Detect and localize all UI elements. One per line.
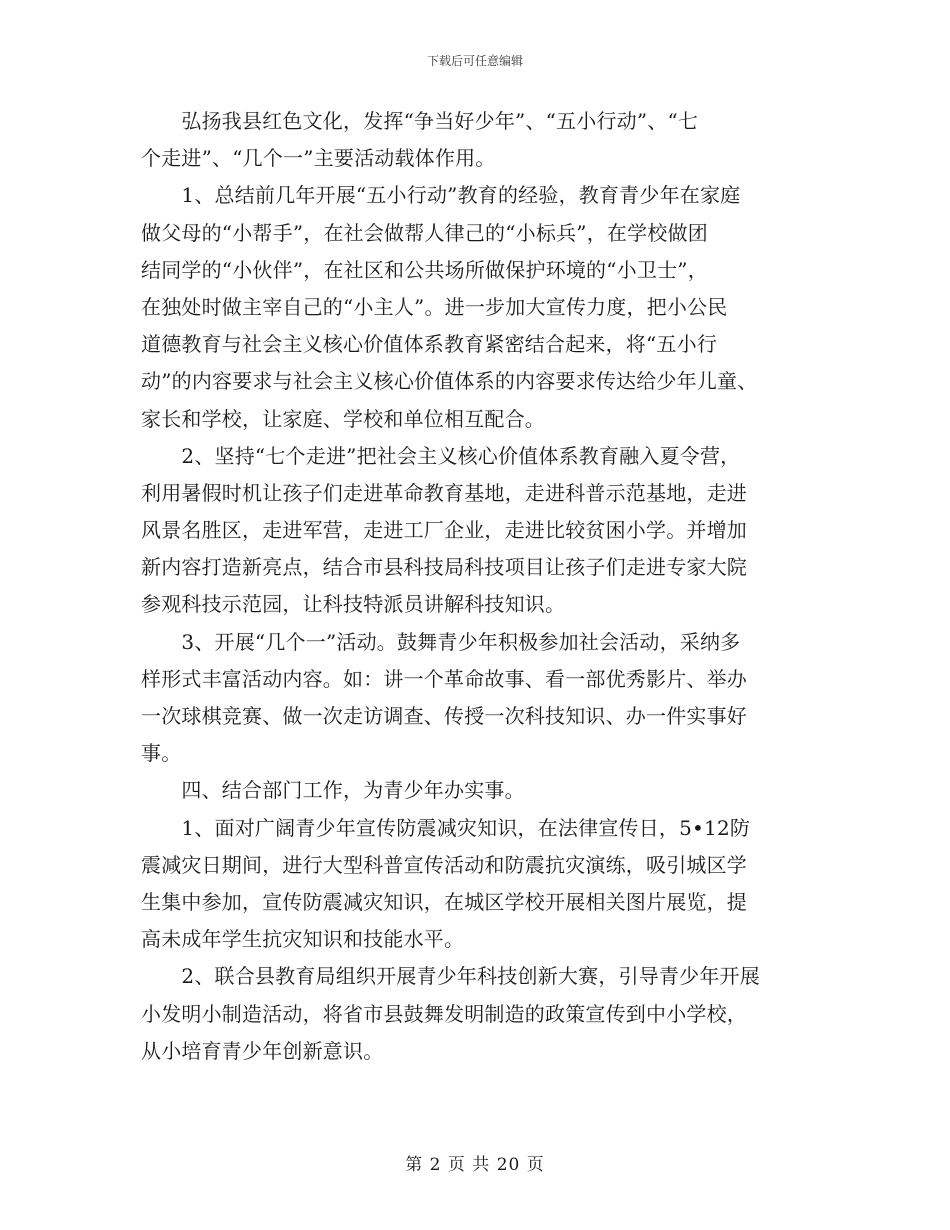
page-number: 第 2 页 共 20 页: [405, 1155, 545, 1175]
body-line: 道德教育与社会主义核心价值体系教育紧密结合起来，将“五小行: [141, 332, 718, 357]
body-line: 在独处时做主宰自己的“小主人”。进一步加大宣传力度，把小公民: [141, 294, 728, 319]
body-line: 从小培育青少年创新意识。: [141, 1038, 384, 1063]
body-line: 参观科技示范园，让科技特派员讲解科技知识。: [141, 592, 566, 617]
body-line: 做父母的“小帮手”，在社会做帮人律己的“小标兵”，在学校做团: [141, 220, 708, 245]
body-line: 小发明小制造活动，将省市县鼓舞发明制造的政策宣传到中小学校，: [141, 1001, 747, 1026]
body-line: 风景名胜区，走进军营，走进工厂企业，走进比较贫困小学。并增加: [141, 518, 747, 543]
document-body: [141, 103, 811, 1070]
body-line: 1、面对广阔青少年宣传防震减灾知识，在法律宣传日，5•12防: [141, 815, 751, 840]
body-line: 结同学的“小伙伴”，在社区和公共场所做保护环境的“小卫士”，: [141, 257, 708, 282]
body-line: 一次球棋竞赛、做一次走访调查、传授一次科技知识、办一件实事好: [141, 704, 747, 728]
body-line: 3、开展“几个一”活动。鼓舞青少年积极参加社会活动，采纳多: [141, 629, 741, 654]
body-line: 家长和学校，让家庭、学校和单位相互配合。: [141, 406, 545, 431]
page-header-note: 下载后可任意编辑: [426, 54, 523, 68]
body-line: 样形式丰富活动内容。如：讲一个革命故事、看一部优秀影片、举办: [141, 666, 747, 691]
body-line: 动”的内容要求与社会主义核心价值体系的内容要求传达给少年儿童、: [141, 369, 758, 394]
body-line: 个走进”、“几个一”主要活动载体作用。: [141, 146, 496, 171]
body-line: 利用暑假时机让孩子们走进革命教育基地，走进科普示范基地，走进: [141, 480, 747, 505]
body-line: 2、联合县教育局组织开展青少年科技创新大赛，引导青少年开展: [141, 964, 760, 989]
body-line: 生集中参加，宣传防震减灾知识，在城区学校开展相关图片展览，提: [141, 889, 747, 914]
body-line: 四、结合部门工作，为青少年办实事。: [141, 778, 525, 803]
body-line: 1、总结前几年开展“五小行动”教育的经验，教育青少年在家庭: [141, 183, 741, 208]
body-line: 新内容打造新亮点，结合市县科技局科技项目让孩子们走进专家大院: [141, 555, 747, 580]
body-line: 震减灾日期间，进行大型科普宣传活动和防震抗灾演练，吸引城区学: [141, 852, 747, 877]
body-line: 2、坚持“七个走进”把社会主义核心价值体系教育融入夏令营，: [141, 443, 741, 468]
body-line: 弘扬我县红色文化，发挥“争当好少年”、“五小行动”、“七: [141, 109, 699, 133]
body-line: 事。: [141, 741, 182, 766]
body-line: 高未成年学生抗灾知识和技能水平。: [141, 927, 465, 952]
